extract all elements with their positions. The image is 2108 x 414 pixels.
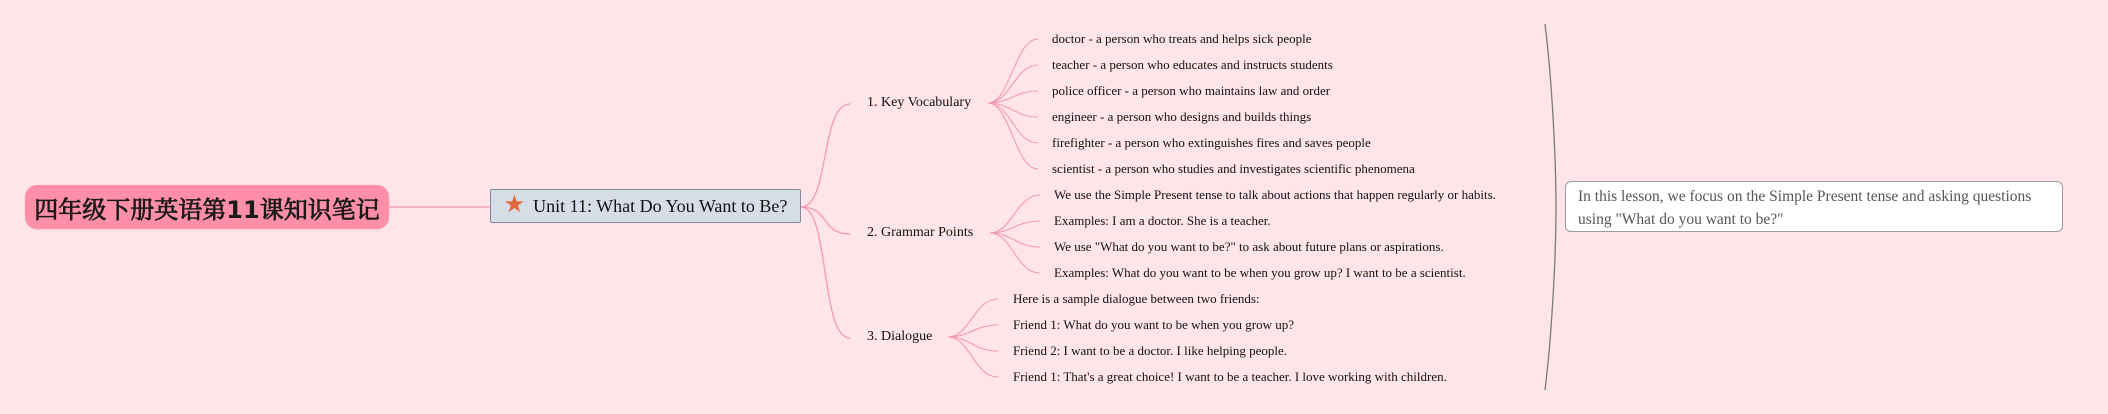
vocab-item-engineer[interactable]: engineer - a person who designs and builds things [1052, 109, 1312, 124]
grammar-item-3[interactable]: We use "What do you want to be?" to ask about future plans or aspirations. [1054, 239, 1444, 254]
dialogue-item-2[interactable]: Friend 1: What do you want to be when you grow up? [1013, 317, 1295, 332]
summary-line-1: In this lesson, we focus on the Simple Present tense and asking questions [1578, 188, 2032, 205]
grammar-item-4[interactable]: Examples: What do you want to be when you grow up? I want to be a scientist. [1054, 265, 1466, 280]
summary-line-2: using "What do you want to be?" [1578, 211, 1784, 228]
branch-grammar-points[interactable]: 2. Grammar Points [867, 225, 974, 240]
link-center-vocab [801, 104, 850, 207]
central-topic-label: Unit 11: What Do You Want to Be? [533, 195, 788, 216]
summary-bracket [1545, 24, 1556, 390]
vocab-item-doctor[interactable]: doctor - a person who treats and helps sick people [1052, 31, 1312, 46]
vocab-item-scientist[interactable]: scientist - a person who studies and investigates scientific phenomena [1052, 161, 1415, 176]
dialogue-item-1[interactable]: Here is a sample dialogue between two friends: [1013, 291, 1260, 306]
links-dialogue [948, 299, 998, 377]
summary-note[interactable] [1565, 181, 2063, 232]
dialogue-item-4[interactable]: Friend 1: That's a great choice! I want to be a teacher. I love working with children. [1013, 369, 1447, 384]
vocab-item-firefighter[interactable]: firefighter - a person who extinguishes fires and saves people [1052, 135, 1371, 150]
grammar-item-1[interactable]: We use the Simple Present tense to talk about actions that happen regularly or habits. [1054, 187, 1496, 202]
link-center-dialogue [801, 207, 850, 338]
vocab-item-police-officer[interactable]: police officer - a person who maintains law and order [1052, 83, 1331, 98]
root-topic[interactable]: 四年级下册英语第11课知识笔记 [25, 185, 389, 229]
branch-dialogue[interactable]: 3. Dialogue [867, 329, 933, 344]
vocab-item-teacher[interactable]: teacher - a person who educates and instructs students [1052, 57, 1333, 72]
dialogue-item-3[interactable]: Friend 2: I want to be a doctor. I like helping people. [1013, 343, 1288, 358]
branch-key-vocabulary[interactable]: 1. Key Vocabulary [867, 95, 972, 110]
links-vocab [988, 39, 1038, 169]
grammar-item-2[interactable]: Examples: I am a doctor. She is a teacher. [1054, 213, 1271, 228]
links-grammar [990, 195, 1040, 273]
central-topic[interactable] [490, 189, 801, 223]
star-icon: ★ [503, 192, 526, 218]
